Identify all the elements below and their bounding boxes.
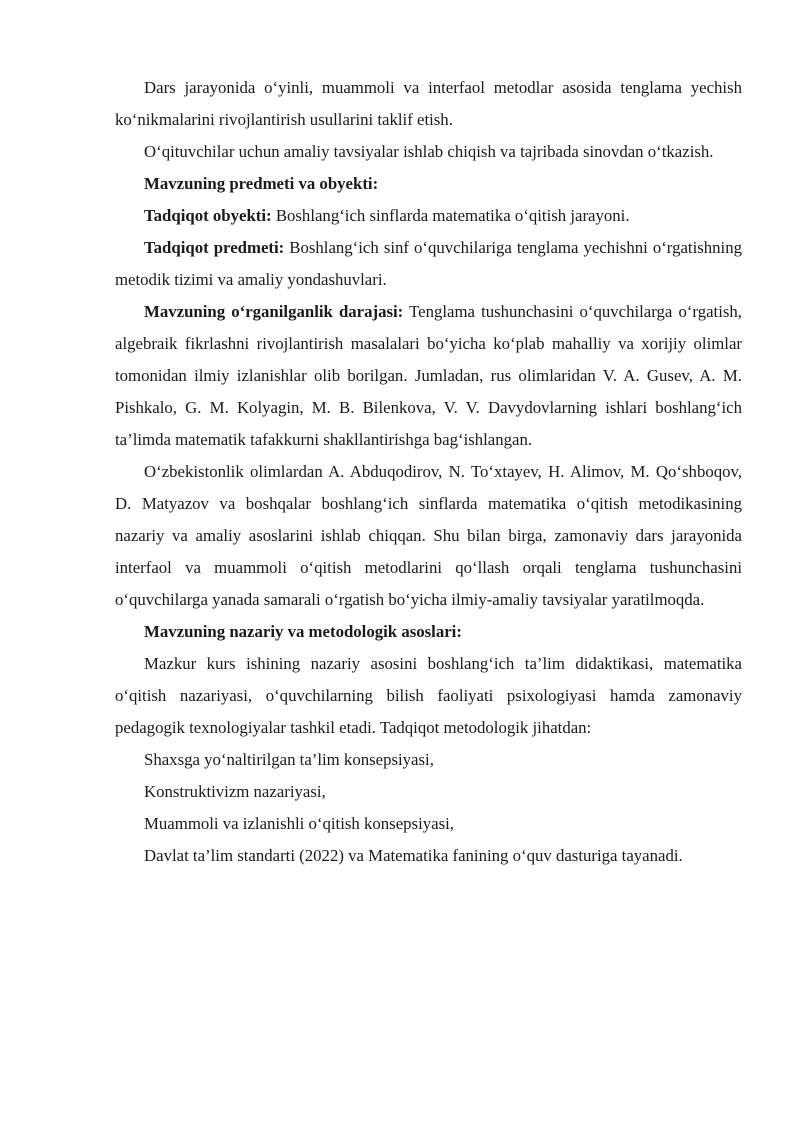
paragraph-text: O‘zbekistonlik olimlardan A. Abduqodirov, N. To‘xtayev, H. Alimov, M. Qo‘shboqov, D. Matyazov va boshqalar boshlang‘ich sinflarda matematika o‘qitish metodikasining nazariy va amaliy asoslarini ishlab chiqqan. Shu bilan birga, zamonaviy dars jarayonida interfaol va muammoli o‘qitish metodlarini qo‘llash orqali tenglama tushunchasini o‘quvchilarga yanada samarali o‘rgatish bo‘yicha ilmiy-amaliy tavsiyalar yaratilmoqda. <box>115 462 742 609</box>
paragraph-text: Mazkur kurs ishining nazariy asosini boshlang‘ich ta’lim didaktikasi, matematika o‘qitish nazariyasi, o‘quvchilarning bilish faoliyati psixologiyasi hamda zamonaviy pedagogik texnologiyalar tashkil etadi. Tadqiqot metodologik jihatdan: <box>115 654 742 737</box>
paragraph-uzbek-scholars <box>115 456 742 616</box>
paragraph-study-degree <box>115 296 742 456</box>
paragraph-text: Muammoli va izlanishli o‘qitish konsepsiyasi, <box>144 814 454 833</box>
list-item-state-standard <box>115 840 742 872</box>
paragraph-research-object <box>115 200 742 232</box>
paragraph-label: Tadqiqot predmeti: <box>144 238 285 257</box>
heading-theoretical-basis <box>115 616 742 648</box>
paragraph-text: Boshlang‘ich sinflarda matematika o‘qitish jarayoni. <box>271 206 630 225</box>
paragraph-text: Shaxsga yo‘naltirilgan ta’lim konsepsiyasi, <box>144 750 434 769</box>
paragraph-text: Davlat ta’lim standarti (2022) va Matematika fanining o‘quv dasturiga tayanadi. <box>144 846 683 865</box>
paragraph-goal-methods <box>115 72 742 136</box>
paragraph-goal-recommendations <box>115 136 742 168</box>
list-item-constructivism <box>115 776 742 808</box>
heading-text: Mavzuning predmeti va obyekti: <box>144 174 379 193</box>
heading-text: Mavzuning nazariy va metodologik asoslari: <box>144 622 462 641</box>
paragraph-research-subject <box>115 232 742 296</box>
paragraph-text: Boshlang‘ich sinf o‘quvchilariga tenglama yechishni o‘rgatishning metodik tizimi va amaliy yondashuvlari. <box>115 238 742 289</box>
heading-subject-object <box>115 168 742 200</box>
list-item-problem-learning <box>115 808 742 840</box>
paragraph-theoretical-basis <box>115 648 742 744</box>
paragraph-text: O‘qituvchilar uchun amaliy tavsiyalar ishlab chiqish va tajribada sinovdan o‘tkazish. <box>144 142 714 161</box>
paragraph-label: Mavzuning o‘rganilganlik darajasi: <box>144 302 404 321</box>
paragraph-text: Tenglama tushunchasini o‘quvchilarga o‘rgatish, algebraik fikrlashni rivojlantirish masalalari bo‘yicha ko‘plab mahalliy va xorijiy olimlar tomonidan ilmiy izlanishlar olib borilgan. Jumladan, rus olimlaridan V. A. Gusev, A. M. Pishkalo, G. M. Kolyagin, M. B. Bilenkova, V. V. Davydovlarning ishlari boshlang‘ich ta’limda matematik tafakkurni shakllantirishga bag‘ishlangan. <box>115 302 742 449</box>
paragraph-text: Dars jarayonida o‘yinli, muammoli va interfaol metodlar asosida tenglama yechish ko‘nikmalarini rivojlantirish usullarini taklif etish. <box>115 78 742 129</box>
paragraph-label: Tadqiqot obyekti: <box>144 206 272 225</box>
paragraph-text: Konstruktivizm nazariyasi, <box>144 782 326 801</box>
list-item-personal-oriented <box>115 744 742 776</box>
document-page <box>115 72 742 872</box>
